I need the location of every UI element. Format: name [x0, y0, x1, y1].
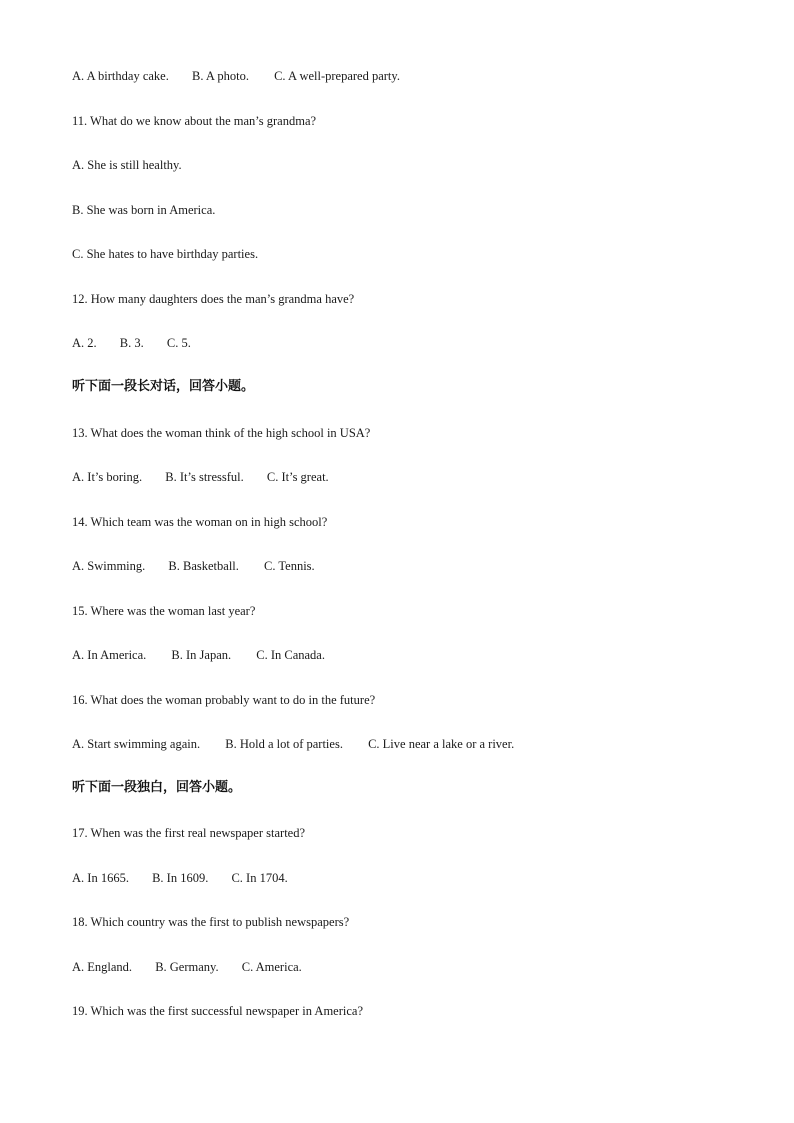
option-c: C. Live near a lake or a river. [368, 737, 515, 751]
option-c: C. In Canada. [256, 648, 325, 662]
option-b: B. Hold a lot of parties. [225, 737, 343, 751]
question-19: 19. Which was the first successful newspaper in America? [72, 1004, 363, 1018]
option-b: B. Basketball. [168, 559, 239, 573]
option-a: A. 2. [72, 336, 97, 350]
option-c: C. Tennis. [264, 559, 315, 573]
question-12: 12. How many daughters does the man’s grandma have? [72, 292, 355, 306]
question-13: 13. What does the woman think of the high school in USA? [72, 426, 371, 440]
option-b: B. Germany. [155, 960, 219, 974]
option-b: B. A photo. [191, 69, 249, 83]
option-a: A. In 1665. [72, 871, 129, 885]
option-c: C. A well-prepared party. [274, 69, 400, 83]
option-a: A. England. [72, 960, 133, 974]
option-b: B. In Japan. [171, 648, 232, 662]
answer-11-a: A. She is still healthy. [72, 158, 182, 172]
question-15: 15. Where was the woman last year? [72, 604, 256, 618]
option-b: B. 3. [119, 336, 144, 350]
question-17: 17. When was the first real newspaper started? [72, 826, 306, 840]
option-c: C. It’s great. [266, 470, 329, 484]
option-c: C. America. [241, 960, 302, 974]
option-a: A. It’s boring. [72, 470, 143, 484]
options-line-16 [72, 736, 514, 752]
option-a: A. A birthday cake. [72, 69, 169, 83]
options-line-18 [72, 959, 302, 975]
section-heading-monologue: 听下面一段独白，回答小题。 [72, 780, 242, 795]
question-14: 14. Which team was the woman on in high school? [72, 515, 328, 529]
answer-11-c: C. She hates to have birthday parties. [72, 247, 259, 261]
section-heading-long-dialogue: 听下面一段长对话，回答小题。 [72, 379, 255, 394]
answer-11-b: B. She was born in America. [72, 203, 216, 217]
question-18: 18. Which country was the first to publish newspapers? [72, 915, 350, 929]
options-line-10 [72, 68, 400, 84]
options-line-12 [72, 335, 191, 351]
option-c: C. 5. [166, 336, 191, 350]
options-line-17 [72, 870, 288, 886]
option-b: B. It’s stressful. [165, 470, 244, 484]
question-11: 11. What do we know about the man’s grandma? [72, 114, 317, 128]
question-16: 16. What does the woman probably want to do in the future? [72, 693, 376, 707]
option-c: C. In 1704. [231, 871, 288, 885]
options-line-15 [72, 647, 325, 663]
option-a: A. In America. [72, 648, 147, 662]
option-a: A. Start swimming again. [72, 737, 201, 751]
options-line-13 [72, 469, 329, 485]
option-b: B. In 1609. [152, 871, 209, 885]
options-line-14 [72, 558, 315, 574]
option-a: A. Swimming. [72, 559, 146, 573]
